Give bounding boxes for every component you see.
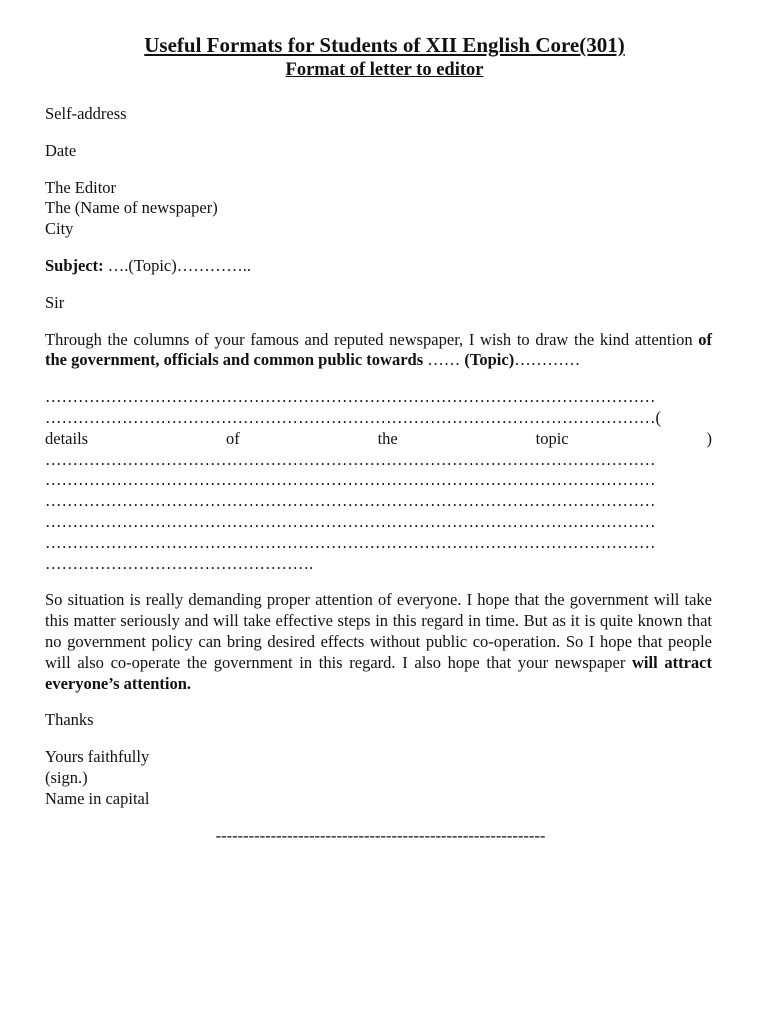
signoff-name: Name in capital [45, 788, 150, 808]
intro-text-part1: Through the columns of your famous and reputed newspaper, I wish to draw the kind attention [45, 329, 693, 349]
closing-paragraph-text: So situation is really demanding proper attention of everyone. I hope that the government will take this matter seriously and will take effective steps in this regard in time. But as it is quite known that no government policy can bring desired effects without public co-operation. So I hope that people will also co-operate the government in this regard. I also hope that your newspaper [45, 590, 712, 672]
details-word: details [45, 428, 89, 448]
recipient-line-newspaper: The (Name of newspaper) [45, 198, 218, 218]
closing-paragraph-bold: will attract everyone’s attention. [45, 652, 712, 693]
closing-paragraph [45, 590, 712, 694]
details-word: the [377, 428, 398, 448]
document-subtitle: Format of letter to editor [285, 60, 484, 80]
details-word: of [225, 428, 240, 448]
details-block [45, 387, 712, 574]
details-dotted-line: ………………………………………………………………………………………………… [45, 511, 656, 531]
intro-text-topic: (Topic) [464, 350, 515, 370]
signoff-sign: (sign.) [45, 767, 88, 787]
signoff-yours-faithfully: Yours faithfully [45, 747, 150, 767]
date-line: Date [45, 140, 77, 160]
details-dotted-line: ………………………………………………………………………………………………… [45, 470, 656, 490]
details-dotted-line-last: …………………………………………. [45, 553, 314, 573]
document-title: Useful Formats for Students of XII English Core(301) [144, 33, 625, 57]
details-dotted-line: ………………………………………………………………………………………………… [45, 491, 656, 511]
salutation-line: Sir [45, 292, 65, 312]
subject-line [45, 256, 712, 277]
signoff-block [45, 747, 712, 809]
thanks-line: Thanks [45, 710, 94, 730]
intro-text-part3: …… [427, 350, 461, 370]
details-word: topic [535, 428, 569, 448]
footer-dashed-rule: ------------------------------------------------------------ [215, 825, 546, 845]
intro-paragraph [45, 330, 712, 372]
details-word: ) [706, 428, 712, 448]
intro-text-part2: of the government, officials and common public towards [45, 329, 713, 370]
subject-label: Subject: [45, 255, 104, 275]
recipient-line-editor: The Editor [45, 177, 117, 197]
self-address-line: Self-address [45, 104, 127, 123]
intro-text-part5: ………… [514, 350, 581, 370]
details-dotted-line: ………………………………………………………………………………………………… [45, 449, 656, 469]
details-dotted-line: …………………………………………………………………………………………………( [45, 407, 661, 427]
details-dotted-line: ………………………………………………………………………………………………… [45, 387, 656, 407]
details-dotted-line: ………………………………………………………………………………………………… [45, 532, 656, 552]
subject-value: ….(Topic)………….. [107, 255, 251, 275]
recipient-line-city: City [45, 219, 74, 239]
details-placeholder-row [45, 429, 712, 450]
recipient-block [45, 178, 712, 240]
